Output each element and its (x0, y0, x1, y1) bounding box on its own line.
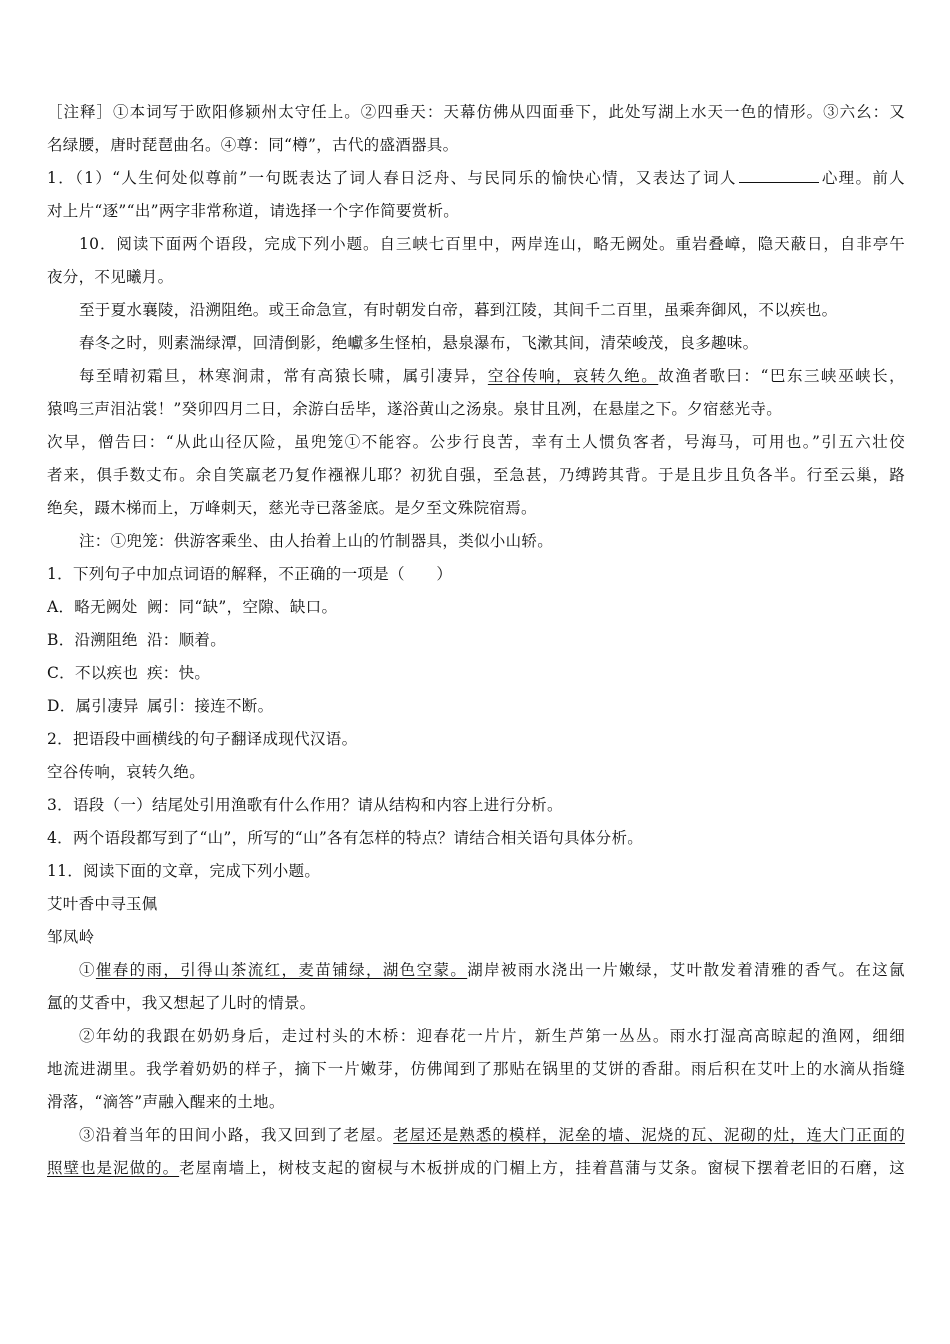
option-c (47, 657, 905, 690)
poem-note-line: 名绿腰，唐时琵琶曲名。④尊：同“樽”，古代的盛酒器具。 (47, 136, 459, 154)
option-label: B．沿溯阻绝 (47, 631, 138, 649)
passage-text: 故渔者歌曰：“巴东三峡巫峡长， (658, 367, 905, 385)
article-paragraph-2 (47, 1020, 905, 1053)
article-line: 滑落，“滴答”声融入醒来的土地。 (47, 1093, 285, 1111)
subquestion-1: 1．下列句子中加点词语的解释，不正确的一项是（ ） (47, 565, 453, 583)
document-body (47, 96, 905, 1185)
paragraph-number: ① (79, 961, 96, 979)
option-a (47, 591, 905, 624)
answer-blank (739, 168, 819, 183)
underlined-sentence: 照壁也是泥做的。 (47, 1159, 180, 1177)
passage-paragraph (47, 360, 905, 393)
poem-question-text: 心理。前人 (820, 169, 905, 187)
option-explanation: 疾：快。 (147, 664, 211, 682)
question-11-intro: 11．阅读下面的文章，完成下列小题。 (47, 862, 321, 880)
poem-note-line: ［注释］①本词写于欧阳修颍州太守任上。②四垂天：天幕仿佛从四面垂下，此处写湖上水天一色的情形。③六幺：又 (47, 103, 905, 121)
paragraph-number: ② (79, 1027, 96, 1045)
passage-paragraph: 春冬之时，则素湍绿潭，回清倒影，绝巘多生怪柏，悬泉瀑布，飞漱其间，清荣峻茂，良多趣味。 (79, 334, 759, 352)
subquestion-3: 3．语段（一）结尾处引用渔歌有什么作用？请从结构和内容上进行分析。 (47, 796, 563, 814)
passage-text: 每至晴初霜旦，林寒涧肃，常有高猿长啸，属引凄异， (79, 367, 488, 385)
article-line: 氲的艾香中，我又想起了儿时的情景。 (47, 994, 316, 1012)
article-paragraph-3 (47, 1119, 905, 1152)
article-title: 艾叶香中寻玉佩 (47, 895, 158, 913)
option-explanation: 属引：接连不断。 (147, 697, 274, 715)
passage-paragraph: 至于夏水襄陵，沿溯阻绝。或王命急宣，有时朝发白帝，暮到江陵，其间千二百里，虽乘奔御风，不以疾也。 (79, 301, 838, 319)
poem-question-text: 1．（1）“人生何处似尊前”一句既表达了词人春日泛舟、与民同乐的愉快心情，又表达了词人 (47, 169, 737, 187)
underlined-sentence: 催春的雨，引得山茶流红，麦苗铺绿，湖色空蒙。 (95, 961, 468, 979)
passage-line: 猿鸣三声泪沾裳！”癸卯四月二日，余游白岳毕，遂浴黄山之汤泉。泉甘且冽，在悬崖之下。夕宿慈光寺。 (47, 400, 783, 418)
paragraph-text: 年幼的我跟在奶奶身后，走过村头的木桥：迎春花一片片，新生芦第一丛丛。雨水打湿高高晾起的渔网，细细 (95, 1027, 905, 1045)
option-label: C．不以疾也 (47, 664, 139, 682)
subquestion-4: 4．两个语段都写到了“山”，所写的“山”各有怎样的特点？请结合相关语句具体分析。 (47, 829, 644, 847)
option-label: A．略无阙处 (47, 598, 138, 616)
passage-line: 者来，俱手数丈布。余自笑羸老乃复作襁褓儿耶？初犹自强，至急甚，乃缚跨其背。于是且步且负各半。行至云巢，路 (47, 466, 905, 484)
paragraph-text: 湖岸被雨水浇出一片嫩绿，艾叶散发着清雅的香气。在这氤 (467, 961, 905, 979)
article-paragraph-1 (47, 954, 905, 987)
option-explanation: 阙：同“缺”，空隙、缺口。 (147, 598, 338, 616)
subquestion-2-sentence: 空谷传响，哀转久绝。 (47, 763, 206, 781)
passage-line: 次早，僧告曰：“从此山径仄险，虽兜笼①不能容。公步行良苦，幸有土人惯负客者，号海马，可用也。”引五六壮佼 (47, 433, 905, 451)
passage-footnote: 注：①兜笼：供游客乘坐、由人抬着上山的竹制器具，类似小山轿。 (79, 532, 554, 550)
underlined-sentence: 老屋还是熟悉的模样，泥垒的墙、泥烧的瓦、泥砌的灶，连大门正面的 (393, 1126, 905, 1144)
subquestion-2: 2．把语段中画横线的句子翻译成现代汉语。 (47, 730, 358, 748)
option-d (47, 690, 905, 723)
paragraph-number: ③ (79, 1126, 96, 1144)
poem-question-line (47, 162, 905, 195)
question-10-intro: 10．阅读下面两个语段，完成下列小题。自三峡七百里中，两岸连山，略无阙处。重岩叠嶂，隐天蔽日，自非亭午 (79, 235, 905, 253)
article-line: 地流进湖里。我学着奶奶的样子，摘下一片嫩芽，仿佛闻到了那贴在锅里的艾饼的香甜。雨后积在艾叶上的水滴从指缝 (47, 1060, 905, 1078)
option-label: D．属引凄异 (47, 697, 139, 715)
poem-question-line: 对上片“逐”“出”两字非常称道，请选择一个字作简要赏析。 (47, 202, 460, 220)
paragraph-text: 老屋南墙上，树枝支起的窗棂与木板拼成的门楣上方，挂着菖蒲与艾条。窗棂下摆着老旧的石磨，这 (179, 1159, 905, 1177)
paragraph-text: 沿着当年的田间小路，我又回到了老屋。 (95, 1126, 394, 1144)
article-author: 邹凤岭 (47, 928, 95, 946)
passage-line: 绝矣，蹑木梯而上，万峰刺天，慈光寺已落釜底。是夕至文殊院宿焉。 (47, 499, 537, 517)
underlined-sentence: 空谷传响，哀转久绝。 (487, 367, 659, 385)
article-line (47, 1152, 905, 1185)
passage-line: 夜分，不见曦月。 (47, 268, 174, 286)
option-explanation: 沿：顺着。 (147, 631, 227, 649)
option-b (47, 624, 905, 657)
